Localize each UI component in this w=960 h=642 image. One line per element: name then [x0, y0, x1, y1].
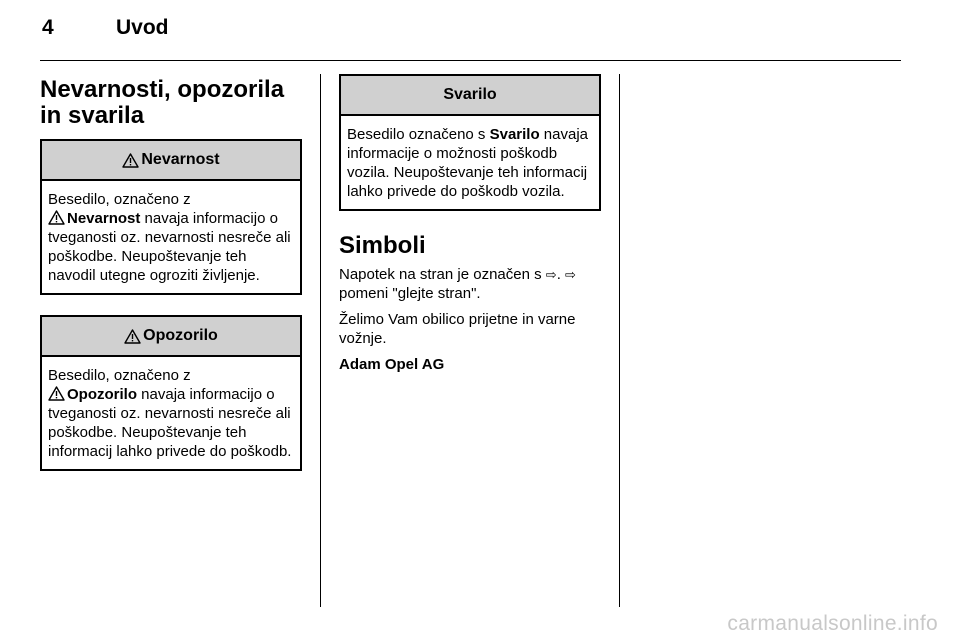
warning-triangle-icon	[48, 210, 65, 225]
caution-notice-heading: Svarilo	[443, 86, 497, 103]
column-divider	[320, 74, 321, 607]
page-reference-arrow-icon: ⇨	[565, 267, 576, 282]
danger-notice-heading: Nevarnost	[141, 151, 220, 168]
warning-notice-body	[42, 357, 300, 469]
symbols-text-sep: .	[556, 266, 566, 283]
page-reference-arrow-icon: ⇨	[545, 267, 557, 282]
warning-notice-header	[42, 317, 300, 357]
warning-triangle-icon	[122, 153, 139, 168]
company-name: Adam Opel AG	[339, 356, 445, 373]
column-left	[40, 72, 302, 471]
section-title: Nevarnosti, opozorila in svarila	[40, 76, 285, 129]
column-divider	[619, 74, 620, 607]
caution-body-text: navaja informacije o možnosti poškodb vozila. Neupoštevanje teh informacij lahko privede do poškodb vozila.	[347, 126, 589, 200]
warning-triangle-icon	[124, 329, 141, 344]
danger-keyword: Nevarnost	[67, 210, 141, 227]
chapter-title: Uvod	[116, 16, 169, 39]
symbols-title: Simboli	[339, 232, 426, 259]
caution-notice-body	[341, 116, 599, 209]
warning-notice	[40, 315, 302, 471]
warning-notice-heading: Opozorilo	[143, 327, 218, 344]
wishes-paragraph: Želimo Vam obilico prijetne in varne vožnje.	[339, 311, 576, 347]
caution-keyword: Svarilo	[489, 126, 540, 143]
danger-body-intro: Besedilo, označeno z	[48, 191, 191, 208]
caution-notice	[339, 74, 601, 211]
warning-body-text: navaja informacijo o tveganosti oz. nevarnosti nesreče ali poškodbe. Neupoštevanje teh informacij lahko privede do poškodb.	[48, 386, 292, 460]
page-number: 4	[42, 16, 54, 39]
warning-triangle-icon	[48, 386, 65, 401]
symbols-paragraph	[339, 265, 601, 303]
caution-body-intro: Besedilo označeno s	[347, 126, 490, 143]
warning-keyword: Opozorilo	[67, 386, 137, 403]
symbols-text-end: pomeni "glejte stran".	[339, 285, 481, 302]
symbols-text: Napotek na stran je označen s	[339, 266, 546, 283]
danger-notice-header	[42, 141, 300, 181]
danger-body-text: navaja informacijo o tveganosti oz. nevarnosti nesreče ali poškodbe. Neupoštevanje teh navodil utegne ogroziti življenje.	[48, 210, 291, 284]
warning-body-intro: Besedilo, označeno z	[48, 367, 191, 384]
header-rule	[40, 60, 901, 61]
watermark: carmanualsonline.info	[727, 612, 938, 635]
column-middle	[339, 74, 601, 381]
danger-notice-body	[42, 181, 300, 293]
caution-notice-header	[341, 76, 599, 116]
danger-notice	[40, 139, 302, 295]
page-header	[0, 0, 960, 62]
